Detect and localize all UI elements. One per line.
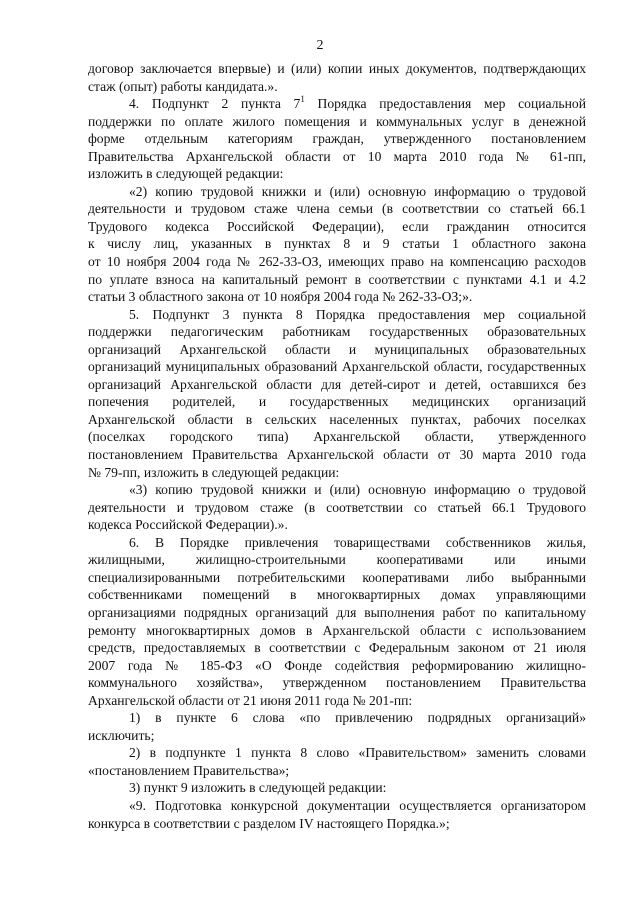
- text-line: изложить в следующей редакции:: [88, 166, 284, 182]
- text-line: собственниками помещений в многоквартирных домах управляющими: [88, 587, 586, 603]
- text-line: ремонту многоквартирных домов в Архангельской области с использованием: [88, 622, 586, 638]
- text-line: «9. Подготовка конкурсной документации осуществляется организатором: [129, 797, 586, 813]
- text-line: организациями подрядных организаций для выполнения работ по капитальному: [88, 604, 586, 620]
- text-line: к числу лиц, указанных в пунктах 8 и 9 статьи 1 областного закона: [88, 236, 586, 252]
- superscript: 1: [300, 94, 305, 105]
- text-line: 1) в пункте 6 слова «по привлечению подрядных организаций»: [129, 710, 586, 726]
- text-segment: 4. Подпункт 2 пункта 7: [129, 96, 301, 112]
- text-line: попечения родителей, и государственных медицинских организаций: [88, 394, 586, 410]
- text-line: 6. В Порядке привлечения товариществами собственников жилья,: [129, 534, 586, 550]
- text-line: постановлением Правительства Архангельской области от 30 марта 2010 года: [88, 447, 586, 463]
- text-line: № 79-пп, изложить в следующей редакции:: [88, 464, 340, 480]
- page-number: 2: [316, 38, 324, 53]
- text-line: организаций муниципальных образований Архангельской области, государственных: [88, 359, 586, 375]
- text-line: средств, предоставляемых в соответствии с Федеральным законом от 21 июля: [88, 640, 586, 656]
- text-line: «3) копию трудовой книжки и (или) основную информацию о трудовой: [129, 482, 586, 498]
- text-line: деятельности и трудовом стаже (в соответствии со статьей 66.1 Трудового: [88, 499, 586, 515]
- text-line: деятельности и трудовом стаже члена семьи (в соответствии со статьей 66.1: [88, 201, 586, 217]
- text-line: конкурса в соответствии с разделом IV настоящего Порядка.»;: [88, 815, 450, 831]
- text-line: стаж (опыт) работы кандидата.».: [88, 78, 278, 94]
- text-line: организаций Архангельской области для детей-сирот и детей, оставшихся без: [88, 376, 586, 392]
- text-line: жилищными, жилищно-строительными кооперативами или иными: [88, 552, 586, 568]
- text-line: (поселках городского типа) Архангельской области, утвержденного: [88, 429, 586, 445]
- text-line: «2) копию трудовой книжки и (или) основную информацию о трудовой: [129, 183, 586, 199]
- text-line: форме отдельным категориям граждан, утвержденного постановлением: [88, 131, 586, 147]
- text-line: 5. Подпункт 3 пункта 8 Порядка предоставления мер социальной: [129, 306, 586, 322]
- text-line: Правительства Архангельской области от 10 марта 2010 года № 61-пп,: [88, 148, 586, 164]
- text-line: Архангельской области в сельских населенных пунктах, рабочих поселках: [88, 411, 586, 427]
- text-line: поддержки педагогическим работникам государственных образовательных: [88, 324, 586, 340]
- text-line: Трудового кодекса Российской Федерации), если гражданин относится: [88, 218, 586, 234]
- text-segment: Порядка предоставления мер социальной: [304, 96, 586, 112]
- text-line: коммунального хозяйства», утвержденном постановлением Правительства: [88, 675, 586, 691]
- text-line: «постановлением Правительства»;: [88, 762, 290, 778]
- text-line: поддержки по оплате жилого помещения и коммунальных услуг в денежной: [88, 113, 586, 129]
- text-line: исключить;: [88, 727, 155, 743]
- text-line: от 10 ноября 2004 года № 262-33-ОЗ, имеющих право на компенсацию расходов: [88, 254, 586, 270]
- document-body: [88, 60, 586, 832]
- text-line: [88, 95, 586, 113]
- text-line: 3) пункт 9 изложить в следующей редакции:: [129, 780, 387, 796]
- text-line: организаций Архангельской области и муниципальных образовательных: [88, 341, 586, 357]
- text-line: статьи 3 областного закона от 10 ноября 2004 года № 262-33-ОЗ;».: [88, 289, 473, 305]
- text-line: договор заключается впервые) и (или) копии иных документов, подтверждающих: [88, 61, 586, 76]
- text-line: специализированными потребительскими кооперативами либо выбранными: [88, 569, 586, 585]
- text-line: 2007 года № 185-ФЗ «О Фонде содействия реформированию жилищно-: [88, 657, 586, 673]
- text-line: по уплате взноса на капитальный ремонт в соответствии с пунктами 4.1 и 4.2: [88, 271, 586, 287]
- text-line: 2) в подпункте 1 пункта 8 слово «Правительством» заменить словами: [129, 745, 586, 761]
- text-line: кодекса Российской Федерации).».: [88, 517, 288, 533]
- text-line: Архангельской области от 21 июня 2011 года № 201-пп:: [88, 692, 413, 708]
